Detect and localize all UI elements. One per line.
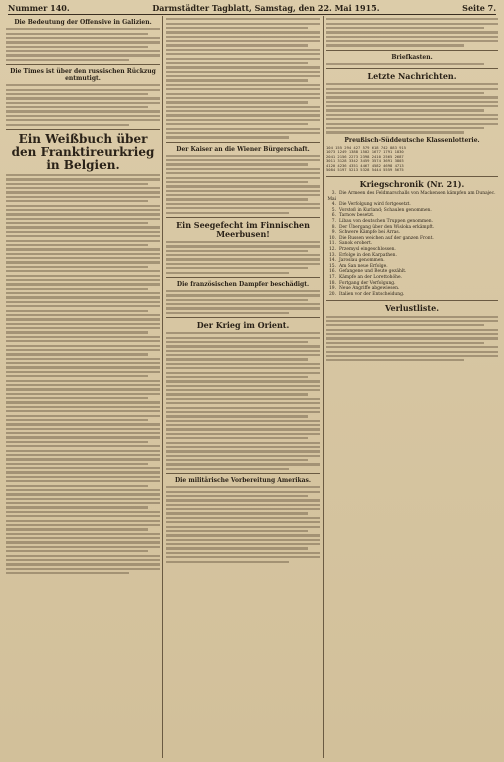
lottery-row: 2041 2156 2273 2398 2410 2565 2687 [326, 153, 404, 159]
column-3 [326, 16, 498, 758]
article-body [326, 63, 498, 65]
headline-seegefecht: Ein Seegefecht im Finnischen Meerbusen! [176, 219, 310, 239]
chronik-entry [326, 191, 498, 202]
chronik-text: Neue Angriffe abgewiesen. [339, 286, 400, 292]
lottery-row: 5084 5197 5213 5328 5444 5559 5675 [326, 167, 404, 173]
chronik-date: 6. [331, 213, 336, 219]
headline-weissbuch: Ein Weißbuch über den Franktireurkrieg in Belgien. [11, 131, 155, 172]
divider [166, 473, 320, 474]
chronik-date: 14. [329, 258, 336, 264]
article-body [326, 83, 498, 133]
headline-galizien: Die Bedeutung der Offensive in Galizien. [14, 19, 152, 26]
divider [326, 300, 498, 301]
chronik-date: 5. [331, 207, 336, 213]
headline-kriegschronik: Kriegschronik (Nr. 21). [359, 179, 465, 190]
chronik-date: 19. [329, 286, 336, 292]
chronik-text: Sanok erobert. [339, 241, 373, 247]
lottery-row: 3011 3128 3342 3459 3574 3691 3803 [326, 158, 404, 164]
lottery-table [326, 146, 498, 174]
headline-times: Die Times ist über den russischen Rückzug entmutigt. [10, 68, 156, 82]
chronik-date: 3. Mai [327, 191, 336, 202]
chronik-text: Erfolge in den Karpathen. [339, 252, 397, 258]
article-body [6, 28, 160, 61]
chronik-text: Der Übergang über den Wisloka erkämpft. [339, 224, 435, 230]
chronik-date: 8. [331, 224, 336, 230]
chronik-date: 11. [329, 241, 336, 247]
chronik-text: Die Armeen des Feldmarschalls von Mackensen kämpfen am Dunajec. [339, 191, 496, 197]
issue-number: Nummer 140. [8, 3, 70, 13]
headline-amerika: Die militärische Vorbereitung Amerikas. [174, 477, 312, 484]
chronik-text: Tarnow besetzt. [339, 213, 375, 219]
column-divider [162, 16, 163, 758]
article-body [6, 84, 160, 126]
headline-kaiser: Der Kaiser an die Wiener Bürgerschaft. [176, 145, 310, 153]
article-body [166, 332, 320, 470]
article-body [6, 174, 160, 574]
chronik-text: Vorstoß in Kurland; Schaulen genommen. [339, 207, 432, 213]
headline-letzte-nachrichten: Letzte Nachrichten. [367, 71, 457, 81]
chronik-date: 20. [329, 291, 336, 297]
chronik-date: 7. [331, 219, 336, 225]
headline-verlustliste: Verlustliste. [385, 303, 439, 314]
chronik-text: Italien vor der Entscheidung. [339, 291, 405, 297]
chronik-date: 12. [329, 247, 336, 252]
chronik-date: 15. [329, 263, 336, 269]
headline-briefkasten: Briefkasten. [391, 53, 433, 61]
article-body [326, 18, 498, 46]
lottery-row: 1073 1249 1388 1502 1677 1791 1830 [326, 149, 404, 155]
divider [326, 50, 498, 51]
article-body [166, 241, 320, 274]
article-body [166, 290, 320, 314]
chronik-text: Przemysl eingeschlossen. [339, 247, 396, 252]
chronik-text: Jaroslau genommen. [339, 258, 385, 264]
headline-orient: Der Krieg im Orient. [196, 320, 290, 330]
masthead-date: Darmstädter Tagblatt, Samstag, den 22. Mai 1915. [152, 3, 380, 13]
divider [6, 129, 160, 130]
chronik-date: 16. [329, 269, 336, 275]
divider [166, 317, 320, 318]
article-body [166, 486, 320, 563]
divider [326, 176, 498, 177]
chronik-date: 18. [329, 280, 336, 286]
divider [166, 217, 320, 218]
column-divider [323, 16, 324, 758]
chronik-text: Libau von deutschen Truppen genommen. [339, 219, 434, 225]
kriegschronik-list [326, 191, 498, 297]
divider [326, 68, 498, 69]
divider [166, 142, 320, 143]
chronik-text: Die Russen weichen auf der ganzen Front. [339, 235, 434, 241]
article-body [166, 18, 320, 138]
chronik-date: 9. [331, 230, 336, 236]
divider [6, 64, 160, 65]
chronik-date: 4. [331, 202, 336, 208]
divider [166, 277, 320, 278]
chronik-text: Die Verfolgung wird fortgesetzt. [339, 202, 411, 208]
headline-dampfer: Die französischen Dampfer beschädigt. [176, 280, 310, 288]
page-header [8, 2, 496, 15]
headline-lotterie: Preußisch-Süddeutsche Klassenlotterie. [344, 136, 480, 144]
column-2 [166, 16, 320, 758]
page-number: Seite 7. [462, 3, 496, 13]
chronik-date: 17. [329, 274, 336, 280]
column-1 [6, 16, 160, 758]
lottery-row: 4120 4236 4351 4467 4582 4698 4713 [326, 162, 404, 168]
chronik-text: Kämpfe an der Lorettohöhe. [339, 274, 402, 280]
chronik-text: Gefangene und Beute gezählt. [339, 269, 407, 275]
chronik-text: Schwere Kämpfe bei Arras. [339, 230, 401, 236]
chronik-text: Fortgang der Verfolgung. [339, 280, 396, 286]
chronik-date: 13. [329, 252, 336, 258]
chronik-text: Am San neue Erfolge. [339, 263, 388, 269]
lottery-row: 104 155 294 427 579 618 742 883 915 [326, 144, 407, 150]
article-body [326, 316, 498, 362]
article-body [166, 155, 320, 214]
chronik-entry [326, 292, 498, 298]
chronik-date: 10. [329, 235, 336, 241]
